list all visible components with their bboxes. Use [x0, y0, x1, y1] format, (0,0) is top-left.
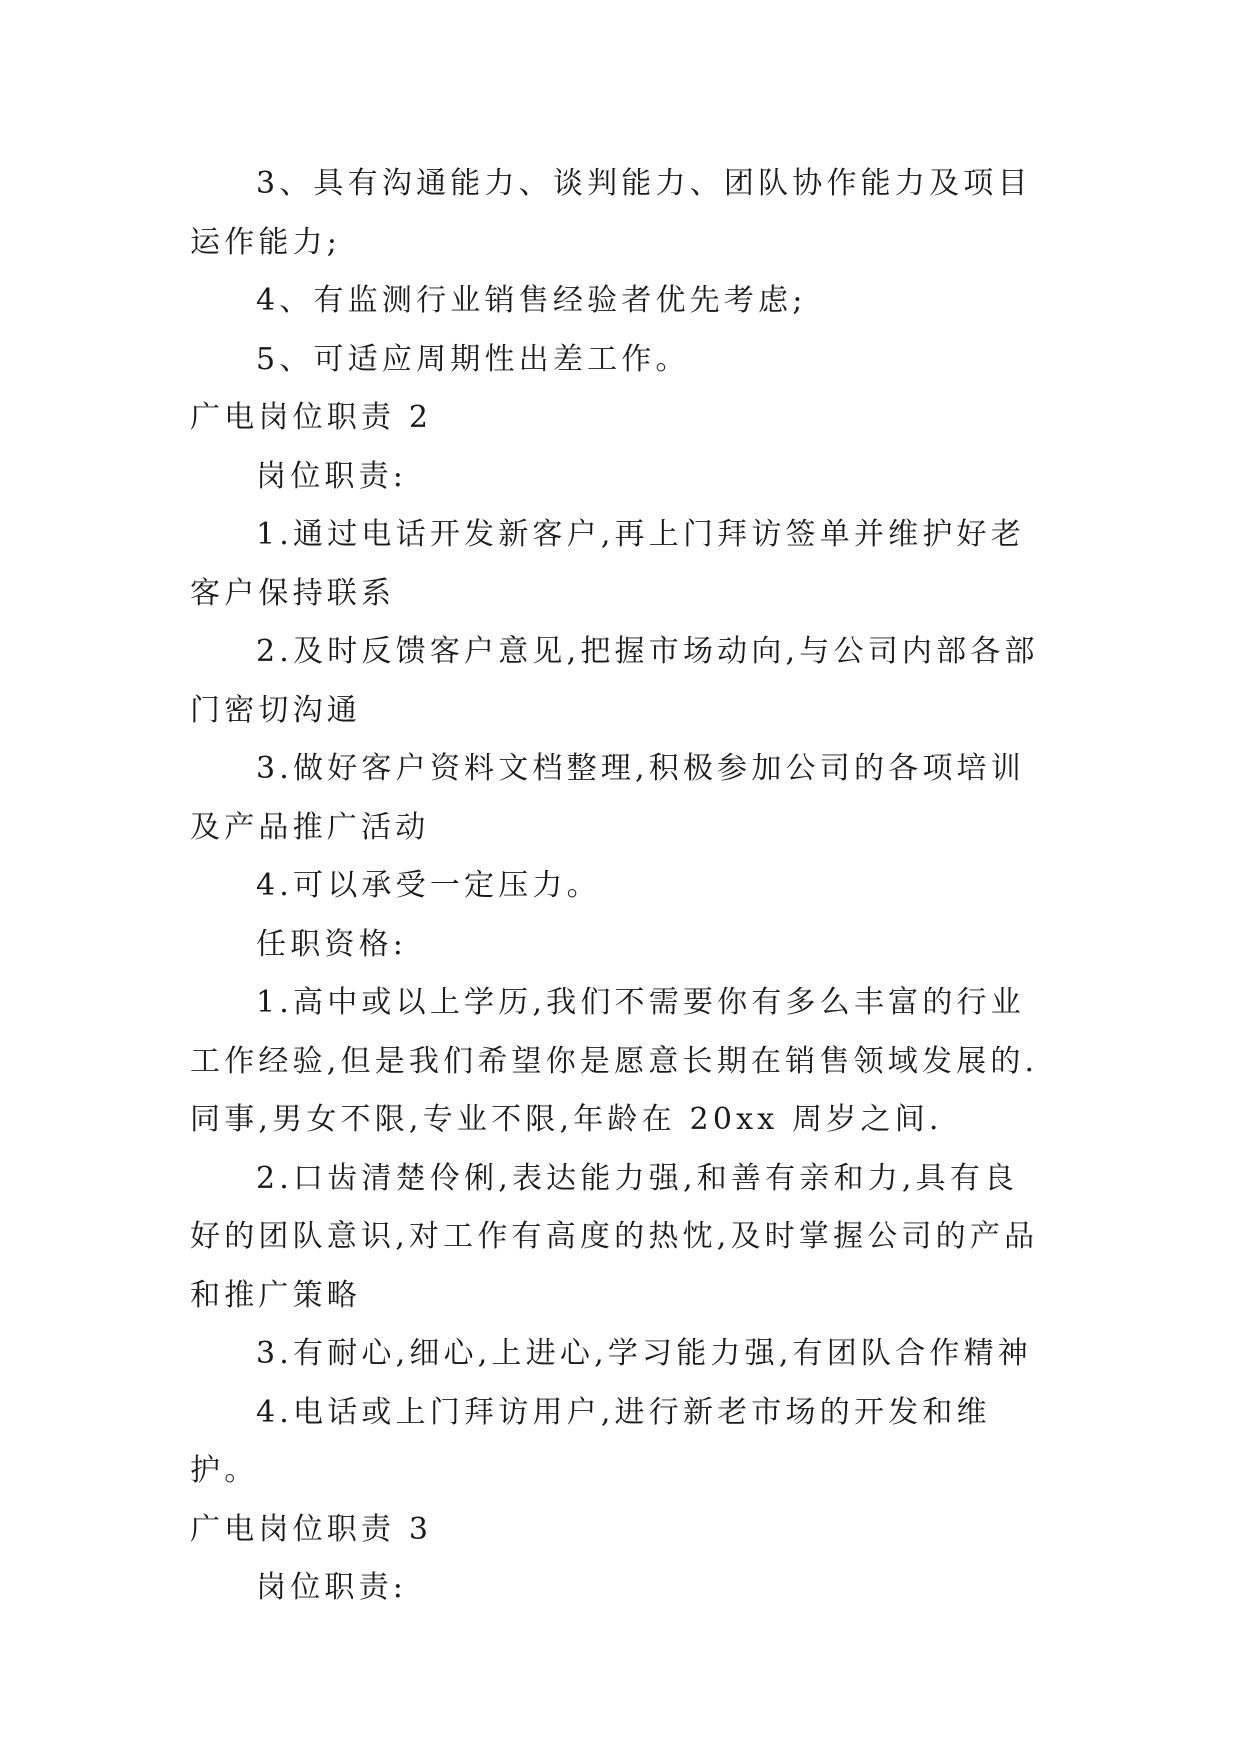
paragraph-req-3: 3、具有沟通能力、谈判能力、团队协作能力及项目运作能力; — [190, 166, 1032, 260]
duty-item-1: 1.通过电话开发新客户,再上门拜访签单并维护好老客户保持联系 — [190, 517, 1025, 611]
duty-item-4: 4.可以承受一定压力。 — [256, 868, 601, 903]
section-heading-2: 广电岗位职责 2 — [190, 400, 433, 435]
qualification-item-2: 2.口齿清楚伶俐,表达能力强,和善有亲和力,具有良好的团队意识,对工作有高度的热忱,及时掌握公司的产品和推广策略 — [190, 1160, 1039, 1313]
duty-item-3: 3.做好客户资料文档整理,积极参加公司的各项培训及产品推广活动 — [190, 751, 1025, 845]
subheading-qualifications: 任职资格: — [256, 926, 408, 962]
document-body — [190, 155, 1050, 1618]
paragraph-req-5: 5、可适应周期性出差工作。 — [256, 341, 690, 377]
paragraph-req-4: 4、有监测行业销售经验者优先考虑; — [256, 283, 807, 318]
subheading-duties-3: 岗位职责: — [256, 1570, 408, 1605]
subheading-duties: 岗位职责: — [256, 458, 408, 494]
qualification-item-3: 3.有耐心,细心,上进心,学习能力强,有团队合作精神 — [256, 1336, 1032, 1371]
qualification-item-1: 1.高中或以上学历,我们不需要你有多么丰富的行业工作经验,但是我们希望你是愿意长期在销售领域发展的.同事,男女不限,专业不限,年龄在 20xx 周岁之间. — [190, 985, 1039, 1137]
qualification-item-4: 4.电话或上门拜访用户,进行新老市场的开发和维护。 — [190, 1394, 991, 1488]
duty-item-2: 2.及时反馈客户意见,把握市场动向,与公司内部各部门密切沟通 — [190, 634, 1039, 728]
section-heading-3: 广电岗位职责 3 — [190, 1511, 433, 1547]
